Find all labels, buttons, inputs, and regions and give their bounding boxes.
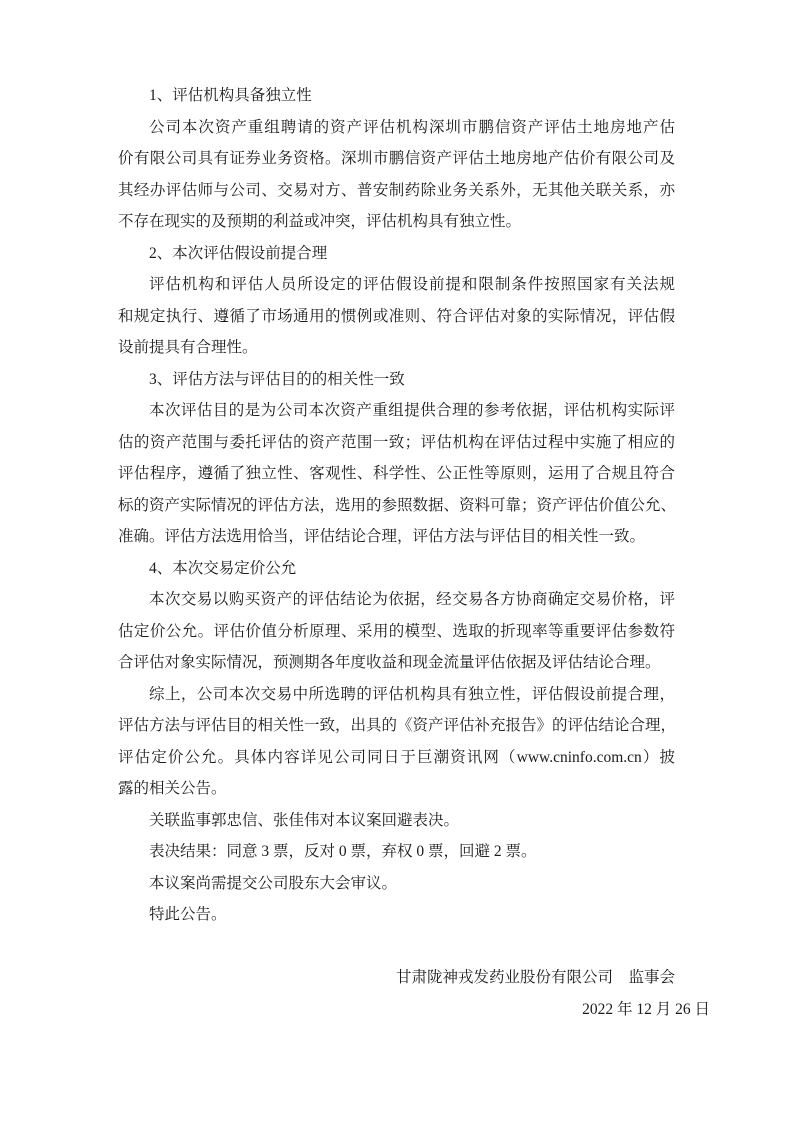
text-line: 公司本次资产重组聘请的资产评估机构深圳市鹏信资产评估土地房地产估 (149, 118, 675, 136)
text-line: 评估方法与评估目的相关性一致，出具的《资产评估补充报告》的评估结论合理， (118, 717, 677, 734)
signature-block (118, 962, 710, 1025)
text-line: 估的资产范围与委托评估的资产范围一致；评估机构在评估过程中实施了相应的 (118, 433, 675, 451)
text-line: 特此公告。 (149, 906, 227, 923)
text-line: 本次交易以购买资产的评估结论为依据，经交易各方协商确定交易价格，评 (149, 591, 675, 608)
heading-line: 2、本次评估假设前提合理 (149, 244, 328, 262)
section-3-body (118, 395, 675, 553)
text-line: 表决结果：同意 3 票，反对 0 票，弃权 0 票，回避 2 票。 (149, 843, 537, 860)
text-line: 不存在现实的及预期的利益或冲突，评估机构具有独立性。 (118, 213, 522, 230)
text-line: 设前提具有合理性。 (118, 339, 258, 356)
closing-line (118, 899, 675, 931)
heading-line: 1、评估机构具备独立性 (149, 87, 312, 104)
text-line: 评估定价公允。具体内容详见公司同日于巨潮资讯网（www.cninfo.com.cn）披 (118, 748, 675, 766)
section-1-body (118, 112, 675, 238)
text-line: 价有限公司具有证券业务资格。深圳市鹏信资产评估土地房地产估价有限公司及 (118, 150, 675, 167)
section-3-heading (118, 364, 675, 396)
text-line: 合评估对象实际情况，预测期各年度收益和现金流量评估依据及评估结论合理。 (118, 654, 661, 671)
section-4-body (118, 584, 675, 679)
conclusion-paragraph (118, 679, 675, 805)
text-line: 本议案尚需提交公司股东大会审议。 (149, 874, 398, 892)
text-line: 和规定执行、遵循了市场通用的惯例或准则、符合评估对象的实际情况，评估假 (118, 307, 675, 325)
text-line: 评估机构和评估人员所设定的评估假设前提和限制条件按照国家有关法规 (149, 276, 675, 293)
heading-line: 4、本次交易定价公允 (149, 559, 297, 577)
text-line: 综上，公司本次交易中所选聘的评估机构具有独立性，评估假设前提合理， (149, 685, 675, 703)
vote-result-line (118, 836, 675, 868)
text-line: 准确。评估方法选用恰当，评估结论合理，评估方法与评估目的相关性一致。 (118, 528, 646, 545)
signature-company: 甘肃陇神戎发药业股份有限公司 监事会 (395, 969, 675, 986)
document-body (118, 80, 675, 931)
recusal-line (118, 805, 675, 837)
text-line: 本次评估目的是为公司本次资产重组提供合理的参考依据，评估机构实际评 (149, 402, 675, 419)
submission-line (118, 868, 675, 900)
signature-date: 2022 年 12 月 26 日 (582, 1000, 710, 1018)
section-2-body (118, 269, 675, 364)
section-1-heading (118, 80, 675, 112)
section-4-heading (118, 553, 675, 585)
text-line: 其经办评估师与公司、交易对方、普安制药除业务关系外，无其他关联关系，亦 (118, 181, 675, 199)
text-line: 估定价公允。评估价值分析原理、采用的模型、选取的折现率等重要评估参数符 (118, 622, 675, 640)
section-2-heading (118, 238, 675, 270)
text-line: 关联监事郭忠信、张佳伟对本议案回避表决。 (149, 811, 460, 829)
text-line: 标的资产实际情况的评估方法，选用的参照数据、资料可靠；资产评估价值公允、 (118, 496, 677, 514)
text-line: 评估程序，遵循了独立性、客观性、科学性、公正性等原则，运用了合规且符合 (118, 465, 675, 482)
heading-line: 3、评估方法与评估目的的相关性一致 (149, 370, 405, 388)
text-line: 露的相关公告。 (118, 780, 227, 797)
